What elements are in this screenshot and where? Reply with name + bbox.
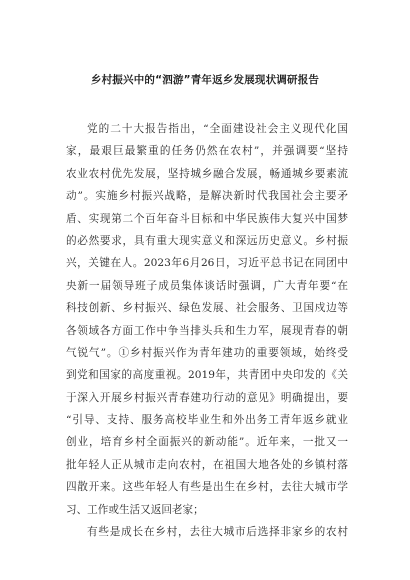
- body-line: 党的二十大报告指出，“全面建设社会主义现代化国: [87, 123, 348, 135]
- body-line: 科技创新、乡村振兴、绿色发展、社会服务、卫国戍边等: [66, 302, 348, 315]
- body-line: 批年轻人正从城市走向农村，在祖国大地各处的乡镇村落: [66, 458, 348, 471]
- body-line: 农业农村优先发展，坚持城乡融合发展，畅通城乡要素流: [66, 167, 348, 180]
- report-title: 乡村振兴中的“泗游”青年返乡发展现状调研报告: [90, 74, 320, 86]
- report-body: [66, 118, 348, 543]
- body-line: 到党和国家的高度重视。2019年，共青团中央印发的《关: [66, 369, 348, 382]
- body-line: 家，最艰巨最繁重的任务仍然在农村”，并强调要“坚持: [66, 145, 348, 158]
- body-line: 各领域各方面工作中争当排头兵和生力军，展现青春的朝: [66, 324, 348, 337]
- body-line: 动”。实施乡村振兴战略，是解决新时代我国社会主要矛: [66, 190, 348, 203]
- body-line: 的必然要求，具有重大现实意义和深远历史意义。乡村振: [66, 234, 348, 247]
- body-line: 央新一届领导班子成员集体谈话时强调，广大青年要“在: [66, 279, 348, 292]
- body-line: 兴，关键在人。2023年6月26日，习近平总书记在同团中: [66, 257, 348, 270]
- body-line: 气锐气”。①乡村振兴作为青年建功的重要领域，始终受: [66, 346, 348, 359]
- body-line: 有些是成长在乡村，去往大城市后选择非家乡的农村: [87, 526, 348, 539]
- body-line: 四散开来。这些年轻人有些是出生在乡村，去往大城市学: [66, 481, 348, 494]
- body-line: 习、工作或生活又返回老家；: [66, 503, 204, 516]
- body-line: 盾、实现第二个百年奋斗目标和中华民族伟大复兴中国梦: [66, 212, 348, 225]
- body-line: 创业，培育乡村全面振兴的新动能”。近年来，一批又一: [66, 436, 348, 449]
- body-line: 于深入开展乡村振兴青春建功行动的意见》明确提出，要: [66, 391, 348, 404]
- body-line: “引导、支持、服务高校毕业生和外出务工青年返乡就业: [66, 414, 348, 427]
